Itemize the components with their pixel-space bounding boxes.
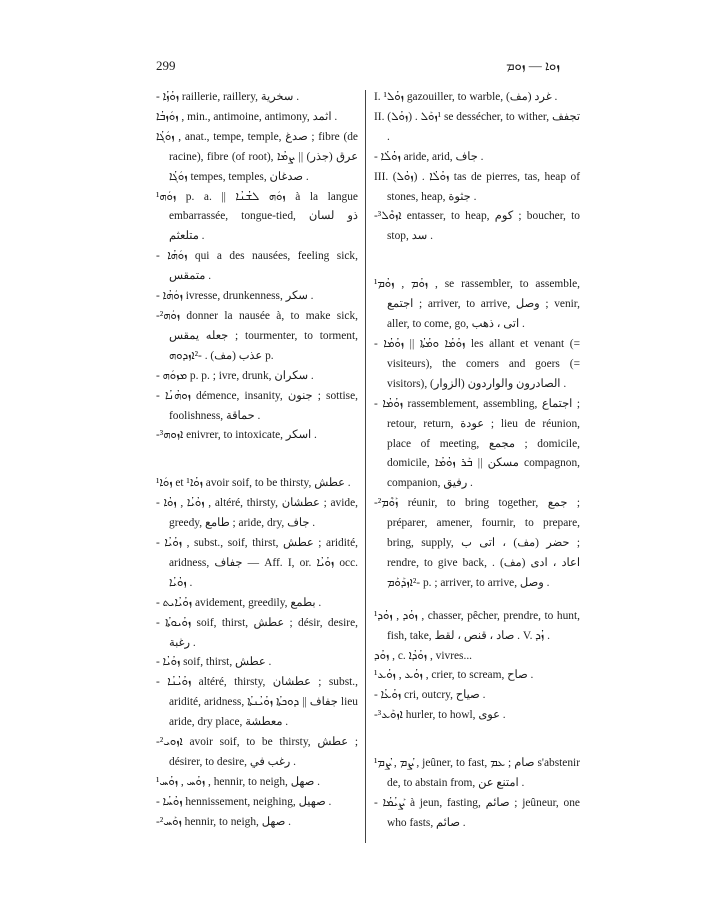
dictionary-entry: - ܙܘܿܗܳܐ qui a des nausées, feeling sick, متمقس . (156, 250, 358, 283)
dictionary-entry: - ܙܘܿܗܳܐ ivresse, drunkenness, سكر . (156, 290, 314, 303)
left-column (156, 88, 358, 833)
page-number: 299 (156, 58, 176, 73)
dictionary-entry: - ܙܘܳܝܳܐ , subst., soif, thirst, عطش ; aridité, aridness, جفاف — Aff. I, or. ܙܘܳܝܳܐ occ. ܙܘܳܝܳܐ . (156, 537, 358, 589)
dictionary-entry: ¹ܙܘܳܚ , ܙܘܳܚ , hennir, to neigh, صهل . (156, 775, 321, 788)
dictionary-entry: ܙܘܳܕ , c. ܙܘܳܕܳܐ , vivres... (374, 649, 473, 662)
dictionary-entry: -²ܐܙܘܝ avoir soif, to be thirsty, عطش ; désirer, to desire, رغب في . (156, 736, 358, 768)
dictionary-entry: ¹ܙܘܿܐ et ¹ܙܘܳܐ avoir soif, to be thirsty, عطش . (156, 477, 351, 490)
dictionary-entry: -³ܐܙܘܰܥ hurler, to howl, عوى . (374, 709, 506, 722)
dictionary-entry: - ܙܘܗܳܢܳܐ démence, insanity, جنون ; sottise, foolishness, حماقة . (156, 389, 358, 422)
dictionary-entry: -²ܙܰܘܶܡ réunir, to bring together, جمع ; préparer, amener, fournir, to prepare, bring, supply, حضر (مف) ، اتى ب ; rendre, to give back, اعاد ، ادى (مف) . -²ܐܙܕܰܘܰܡ p. ; arriver, to arrive, وصل . (374, 497, 580, 589)
dictionary-entry: -³ܐܙܘܶܠ entasser, to heap, كوم ; boucher, to stop, سد . (374, 210, 580, 243)
dictionary-entry: ܙܘܿܓܳܐ , anat., tempe, temple, صدغ ; fibre (de racine), fibre (of root), عرق (جذر) || ܨܡܳܐ ܙܘܿܓܳܐ tempes, temples, صدغان . (156, 130, 359, 183)
dictionary-entry: - ܙܘܳܝܳܢܳܐ altéré, thirsty, عطشان ; subst., aridité, aridness, جفاف || ܕܘܟܬܳܐ ܙܘܳܝܳܢܬܳܐ lieu aride, dry place, معطشة . (156, 676, 359, 729)
column-divider (365, 90, 366, 843)
dictionary-entry: III. (ܙܘܳܠ) . ܙܘܳܠܳܐ tas de pierres, tas, heap of stones, heap, جثوة . (374, 170, 580, 203)
dictionary-entry: ¹ܙܘܿܗ p. a. || ܙܘܿܗ ܠܫܳܢܳܐ à la langue embarrassée, tongue-tied, ذو لسان متلعثم . (156, 190, 358, 243)
dictionary-entry: - ܙܘܳܠܳܐ aride, arid, جاف . (374, 150, 484, 163)
dictionary-entry: -²ܙܘܿܗ donner la nausée à, to make sick, جعله يمقس ; tourmenter, to torment, عذب (مف) . -²ܐܙܕܘܗ p. (156, 309, 358, 362)
dictionary-entry: - ܙܘܳܝܳܐ , ܙܘܳܐ , altéré, thirsty, عطشان ; avide, greedy, طامع ; aride, dry, جاف . (156, 497, 358, 530)
dictionary-entry: ¹ܙܘܳܡ , ܙܘܳܡ , se rassembler, to assemble, اجتمع ; arriver, to arrive, وصل ; venir, aller, to come, go, اتى ، ذهب . (374, 278, 581, 331)
dictionary-entry: - ܙܘܳܝܳܐܝܬ avidement, greedily, بطمع . (156, 596, 322, 609)
dictionary-entry: ¹ܙܘܳܕ , ܙܘܳܕ , chasser, pêcher, prendre, to hunt, fish, take, صاد ، قنص ، لقط . V. ܙܳܕ . (374, 609, 580, 642)
dictionary-entry: - ܙܘܳܝܳܐ soif, thirst, عطش . (156, 656, 272, 669)
dictionary-entry: ܙܘܿܙܒܳܐ , min., antimoine, antimony, اثمد . (156, 110, 338, 123)
dictionary-entry: I. ¹ܙܘܳܠ gazouiller, to warble, غرد (مف) . (374, 91, 558, 103)
dictionary-entry: -²ܙܘܰܚ hennir, to neigh, صهل . (156, 815, 291, 828)
dictionary-entry: ¹ܙܘܳܥ , ܙܘܳܥ , crier, to scream, صاح . (374, 669, 534, 682)
dictionary-entry: - ܙܘܳܡܳܐ rassemblement, assembling, اجتماع ; retour, return, عودة ; lieu de réunion, place of meeting, مجمع ; domicile, domicile, مسكن || ܒܰܪ ܙܘܳܡܳܐ compagnon, companion, رفيق . (374, 397, 581, 490)
right-column (374, 88, 580, 834)
dictionary-entry: II. (ܙܘܳܠ) . ¹ܙܘܰܠ se dessécher, to wither, تجفف . (374, 110, 581, 143)
dictionary-entry: -³ܐܙܘܗ enivrer, to intoxicate, اسكر . (156, 429, 317, 442)
dictionary-entry: - ܙܘܳܡܳܐ ܘܡܳܬܳܐ || ܙܘܳܡܳܐ les allant et venant (= visiteurs), the comers and goers (= visitors), الصادرون والواردون (الزوار) . (374, 337, 580, 390)
dictionary-entry: - ܡܙܘܿܗ p. p. ; ivre, drunk, سكران . (156, 369, 314, 382)
dictionary-entry: - ܙܘܳܝܘܬܳܐ soif, thirst, عطش ; désir, desire, رغبة . (156, 616, 358, 649)
dictionary-entry: - ܙܘܳܙܳܐ raillerie, raillery, سخرية . (156, 91, 300, 103)
dictionary-entry: - ܙܘܳܥܳܐ cri, outcry, صياح . (374, 689, 486, 702)
running-head: ܙܘܐ — ܙܘܡ (506, 58, 560, 73)
dictionary-entry: - ܨܰܝܳܡܳܐ à jeun, fasting, صائم ; jeûneur, one who fasts, صائم . (374, 797, 580, 829)
dictionary-entry: ¹ܨܳܡ , ܨܳܡ , jeûner, to fast, صام ; ܥܡ s'abstenir de, to abstain from, امتنع عن . (374, 757, 580, 790)
dictionary-entry: - ܙܘܳܚܳܐ hennissement, neighing, صهيل . (156, 795, 332, 808)
